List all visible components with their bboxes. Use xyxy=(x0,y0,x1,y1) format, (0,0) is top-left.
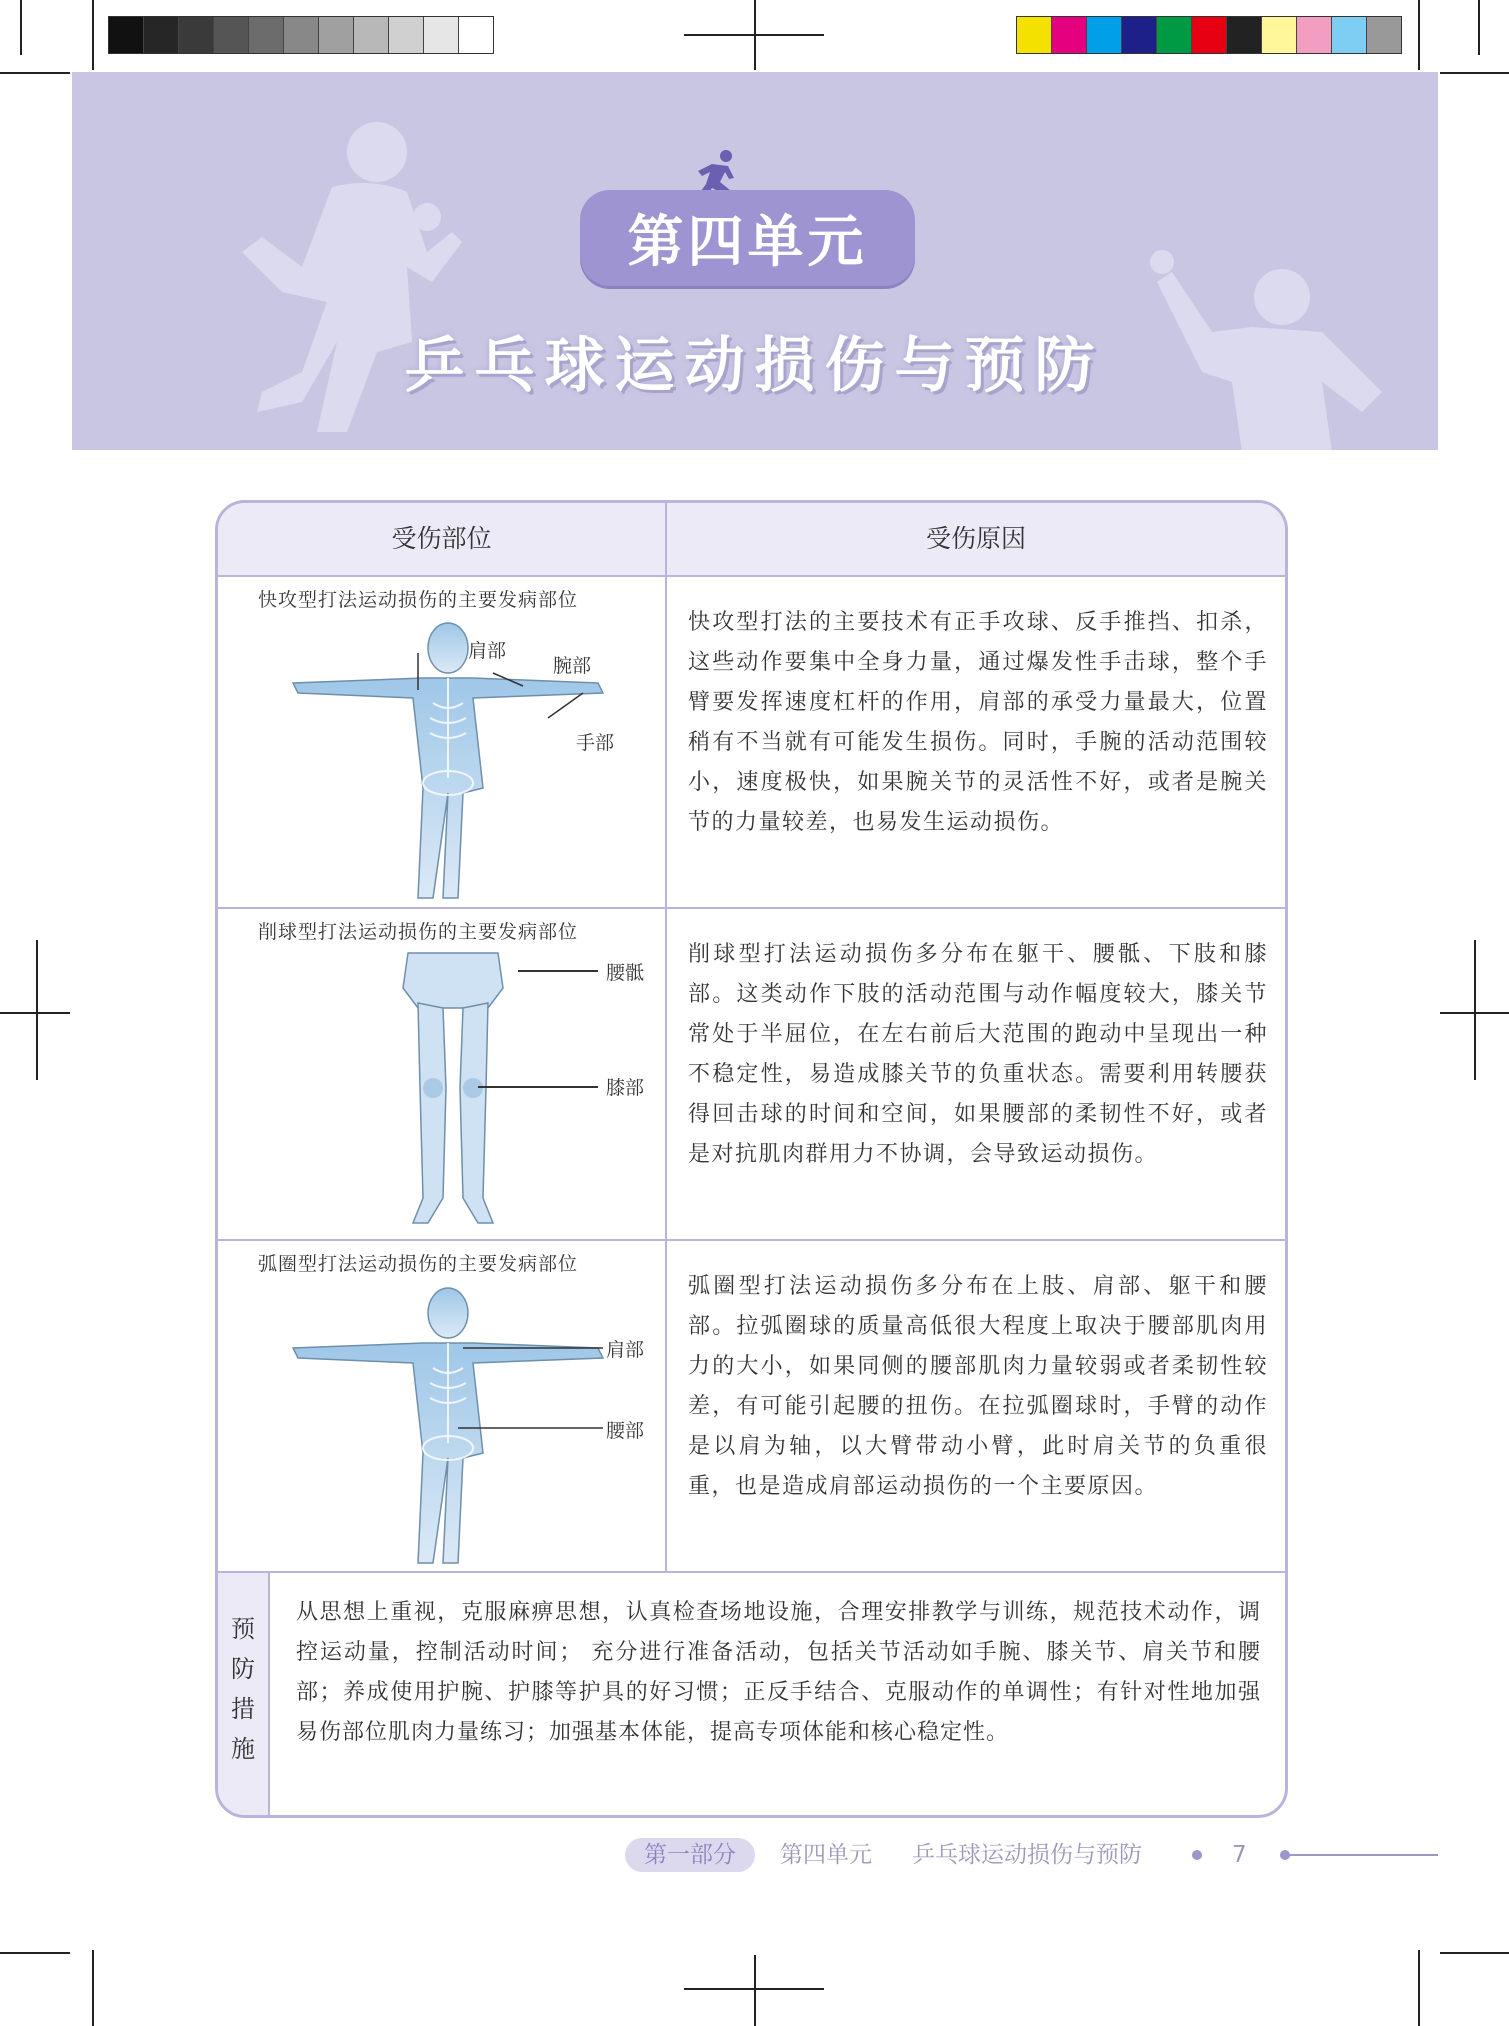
header-location: 受伤部位 xyxy=(391,524,492,553)
table-header xyxy=(218,503,1285,577)
label-knee: 膝部 xyxy=(606,1077,645,1099)
crop-mark xyxy=(1418,0,1420,70)
cause-text: 弧圈型打法运动损伤多分布在上肢、肩部、躯干和腰部。拉弧圈球的质量高低很大程度上取决于腰部肌肉用力的大小，如果同侧的腰部肌肉力量较弱或者柔韧性较差，有可能引起腰的扭伤。在拉弧圈球时，手臂的动作是以肩为轴，以大臂带动小臂，此时肩关节的负重很重，也是造成肩部运动损伤的一个主要原因。 xyxy=(688,1274,1268,1499)
row-divider xyxy=(218,1239,1285,1241)
prevention-char: 防 xyxy=(231,1655,255,1683)
crop-mark xyxy=(1440,1012,1509,1014)
footer-title: 乒乓球运动损伤与预防 xyxy=(912,1842,1142,1868)
pointer-line xyxy=(518,970,598,972)
label-waist: 腰部 xyxy=(606,1420,645,1442)
crop-mark xyxy=(754,1955,756,2026)
cause-text: 快攻型打法的主要技术有正手攻球、反手推挡、扣杀，这些动作要集中全身力量，通过爆发性手击球，整个手臂要发挥速度杠杆的作用，肩部的承受力量最大，位置稍有不当就有可能发生损伤。同时，手腕的活动范围较小，速度极快，如果腕关节的灵活性不好，或者是腕关节的力量较差，也易发生运动损伤。 xyxy=(688,610,1268,835)
prevention-heading xyxy=(218,1573,270,1815)
figure-caption: 快攻型打法运动损伤的主要发病部位 xyxy=(258,589,579,611)
pointer-line xyxy=(478,1086,598,1088)
crop-mark xyxy=(36,940,38,1080)
unit-title: 乒乓球运动损伤与预防 xyxy=(404,331,1105,401)
figure-caption: 削球型打法运动损伤的主要发病部位 xyxy=(258,921,579,943)
crop-mark xyxy=(684,1988,824,1990)
footer-unit: 第四单元 xyxy=(780,1842,872,1868)
row-divider xyxy=(218,1571,1285,1573)
crop-mark xyxy=(684,34,824,36)
footer-line xyxy=(1288,1854,1438,1856)
label-shoulder: 肩部 xyxy=(606,1339,645,1361)
footer-dot xyxy=(1192,1850,1202,1860)
unit-banner xyxy=(72,72,1438,450)
label-wrist: 腕部 xyxy=(553,655,592,677)
injury-table xyxy=(215,500,1288,1818)
label-shoulder: 肩部 xyxy=(468,640,507,662)
skeleton-figure-loop xyxy=(258,1283,638,1568)
skeleton-figure-chop xyxy=(388,948,518,1233)
page-number: 7 xyxy=(1232,1842,1247,1868)
crop-mark xyxy=(1440,72,1509,74)
crop-mark xyxy=(92,0,94,70)
prevention-char: 预 xyxy=(231,1615,255,1643)
cause-text: 削球型打法运动损伤多分布在躯干、腰骶、下肢和膝部。这类动作下肢的活动范围与动作幅度较大，膝关节常处于半屈位，在左右前后大范围的跑动中呈现出一种不稳定性，易造成膝关节的负重状态。需要利用转腰获得回击球的时间和空间，如果腰部的柔韧性不好，或者是对抗肌肉群用力不协调，会导致运动损伤。 xyxy=(688,942,1268,1167)
crop-mark xyxy=(0,72,70,74)
label-lumbosacral: 腰骶 xyxy=(606,962,645,984)
crop-mark xyxy=(92,1950,94,2026)
prevention-text: 从思想上重视，克服麻痹思想，认真检查场地设施，合理安排教学与训练，规范技术动作，调控运动量，控制活动时间； 充分进行准备活动，包括关节活动如手腕、膝关节、肩关节和腰部；养成使用护腕、护膝等护具的好习惯；正反手结合、克服动作的单调性；有针对性地加强易伤部位肌肉力量练习；加强基本体能，提高专项体能和核心稳定性。 xyxy=(296,1600,1261,1745)
prevention-char: 施 xyxy=(231,1735,255,1763)
color-bar xyxy=(1016,16,1402,54)
crop-mark xyxy=(20,0,22,55)
unit-label: 第四单元 xyxy=(580,190,915,286)
crop-mark xyxy=(1478,0,1480,55)
crop-mark xyxy=(1418,1950,1420,2026)
header-cause: 受伤原因 xyxy=(925,524,1026,553)
crop-mark xyxy=(0,1952,70,1954)
grayscale-bar xyxy=(108,16,494,54)
label-hand: 手部 xyxy=(576,732,615,754)
page-footer xyxy=(0,1838,1509,1878)
footer-part: 第一部分 xyxy=(625,1838,755,1872)
column-divider xyxy=(665,503,667,1573)
crop-mark xyxy=(0,1012,70,1014)
row-divider xyxy=(218,907,1285,909)
figure-caption: 弧圈型打法运动损伤的主要发病部位 xyxy=(258,1253,579,1275)
crop-mark xyxy=(1474,940,1476,1080)
crop-mark xyxy=(1440,1952,1509,1954)
prevention-char: 措 xyxy=(231,1695,255,1723)
